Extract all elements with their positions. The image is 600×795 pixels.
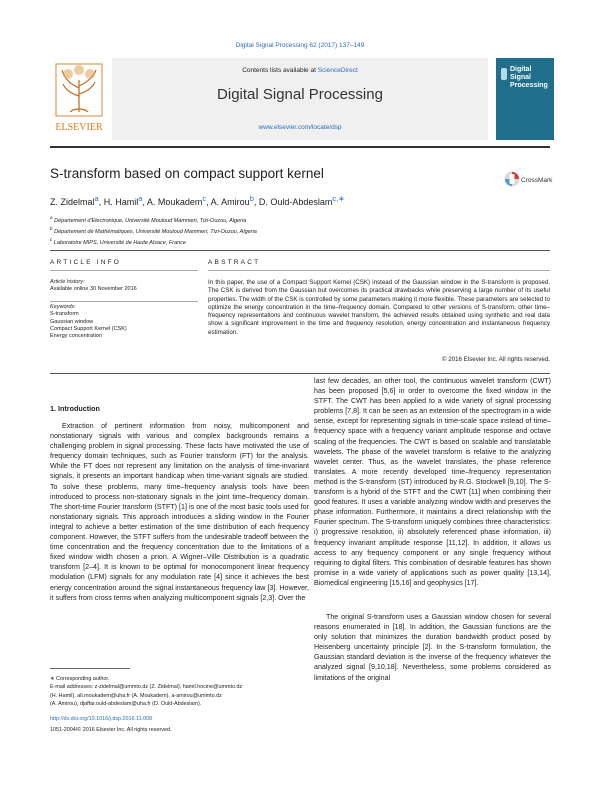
author[interactable]: , A. Amirou$^b$ bbox=[206, 194, 254, 207]
footnote-divider bbox=[50, 668, 130, 669]
history-label: Article history: bbox=[50, 279, 85, 285]
section-heading-introduction: 1. Introduction bbox=[50, 404, 100, 413]
affiliation: $^b$ Département de Mathématiques, Université Mouloud Mammeri, Tizi-Ouzou, Algeria bbox=[50, 225, 257, 235]
cover-mark-icon bbox=[501, 68, 507, 80]
abstract-rule bbox=[208, 270, 550, 271]
doi-link[interactable]: http://dx.doi.org/10.1016/j.dsp.2016.11.008 bbox=[50, 716, 153, 722]
body-paragraph: The original S-transform uses a Gaussian window chosen for several reasons enumerated in [18]. In addition, the Gaussian functions are the only solution that minimizes the duration bandwidth product posed by Heisenberg uncertainty principle [2]. In the S-transform formulation, the Gaussian standard deviation is the inverse of the frequency whatever the analyzed signal [9,10,18]. Nevertheless, some problems considered as limitations of the original bbox=[314, 613, 551, 682]
article-history bbox=[50, 279, 137, 294]
history-value: Available online 30 November 2016 bbox=[50, 286, 137, 293]
keywords-block bbox=[50, 304, 127, 340]
svg-text:ELSEVIER: ELSEVIER bbox=[55, 122, 103, 133]
title-divider bbox=[50, 250, 550, 251]
sciencedirect-link[interactable]: ScienceDirect bbox=[317, 67, 358, 74]
keyword: Compact Support Kernel (CSK) bbox=[50, 325, 127, 332]
footnotes bbox=[50, 675, 242, 709]
keywords-label: Keywords: bbox=[50, 304, 76, 310]
header-divider bbox=[50, 146, 550, 148]
crossmark-label: CrossMark bbox=[521, 177, 553, 184]
abstract-heading: ABSTRACT bbox=[208, 259, 261, 266]
keyword: Gaussian window bbox=[50, 318, 94, 325]
issn-line: 1051-2004/© 2016 Elsevier Inc. All rights reserved. bbox=[50, 727, 172, 733]
affiliation: $^c$ Laboratoire MIPS, Université de Haute Alsace, France bbox=[50, 236, 186, 246]
body-paragraph: Extraction of pertinent information from noisy, multicomponent and nonstationary signals with various and complex backgrounds remains a challenging problem in signal processing. These facts have motivated the use of frequency domain techniques, such as Fourier transform (FT) for the analysis. While the FT does not represent any limitation on the analysis of time-invariant signals, it presents an important handicap when time-variant signals are studied. To solve these problems, many time–frequency analysis tools have been introduced to process non-stationary signals in the joint time–frequency domain. The short-time Fourier transform (STFT) [1] is one of the most basic tools used for nonstationary signals. This approach introduces a sliding window in the Fourier integral to achieve a better estimation of the time distribution of each frequency component. However, the STFT suffers from the undesirable tradeoff between the time concentration and the frequency concentration due to the limitations of a fixed window width chosen a priori. A Wigner–Ville Distribution is a quadratic transform [2–4]. It is known to be optimal for monocomponent linear frequency modulation (LFM) signals for any modulation rate [4] since it achieves the best energy concentration around the signal instantaneous frequency law [3]. However, it suffers from cross terms when analyzing multicomponent signals [2,3]. Over the bbox=[50, 422, 309, 602]
email-line[interactable]: E-mail addresses: z-zidelmal@ummto.dz (Z. Zidelmal), hamil.hocine@ummto.dz bbox=[50, 684, 243, 691]
author[interactable]: , A. Moukadem$^c$ bbox=[142, 194, 207, 207]
keyword: Energy concentration bbox=[50, 333, 102, 340]
affiliation: $^a$ Département d'Electronique, Université Mouloud Mammeri, Tizi-Ouzou, Algeria bbox=[50, 215, 247, 224]
journal-cover-thumbnail bbox=[496, 58, 554, 140]
cover-title: Digital Signal Processing bbox=[510, 66, 548, 89]
article-info-rule bbox=[50, 301, 198, 302]
journal-title: Digital Signal Processing bbox=[217, 86, 383, 103]
author[interactable]: , H. Hamil$^a$ bbox=[98, 194, 143, 207]
keyword: S-transform bbox=[50, 311, 79, 318]
article-info-heading: ARTICLE INFO bbox=[50, 259, 122, 266]
abstract-text: In this paper, the use of a Compact Support Kernel (CSK) instead of the Gaussian window in the S-transform is proposed. The CSK is derived from the Gaussian but overcomes its practical drawbacks while preserving a large number of its useful properties. The width of the CSK is controlled by some parameters making it more flexible. These parameters are selected to optimize the energy concentration in the time–frequency domain. Compared to other versions of S-transform, other time–frequency representations and continuous wavelet transform, the achieved results obtained using synthetic and real data show a significant improvement in the time and frequency resolution, energy concentration and instantaneous frequency estimation. bbox=[208, 279, 550, 336]
contents-prefix: Contents lists available at bbox=[242, 67, 318, 74]
body-paragraph: last few decades, an other tool, the continuous wavelet transform (CWT) has been proposed [5,6] in order to overcome the fixed window in the STFT. The CWT has been applied to a wide variety of signal processing problems [7,8]. It can be seen as an extension of the spectrogram in a wide sense, except for representing signals in time-scale space instead of time–frequency space with a frequency variant amplitude response and octave scaling of the frequencies. The CWT is based on scalable and translatable wavelets. The phase of the wavelet transform is relative to the analyzing wavelet center. Thus, as the wavelet translates, the phase reference translates. A more recently developed time–frequency representation method is the S-transform (ST) introduced by R.G. Stockwell [9,10]. The S-transform is a hybrid of the STFT and the CWT [11] when combining their good features. It uses a variable analyzing window width and preserves the phase information. Furthermore, it maintains a direct relationship with the Fourier spectrum. The S-transform uniquely combines three characteristics: i) progressive resolution, ii) absolutely referenced phase information, iii) frequency invariant amplitude response [11,12]. In addition, it allows us access to any frequency component or any single frequency without requiring to digital filters. This combination of desirable features has shown promise in a wide variety of applications such as power quality [13,14], Biomedical engineering [15,16] and geophysics [17]. bbox=[314, 377, 551, 587]
corresponding-author-note: ∗ Corresponding author. bbox=[50, 676, 110, 682]
article-info-rule bbox=[50, 270, 198, 271]
affiliation-list bbox=[50, 214, 257, 246]
crossmark-icon[interactable] bbox=[504, 170, 554, 188]
abstract-copyright: © 2016 Elsevier Inc. All rights reserved. bbox=[441, 356, 550, 363]
journal-reference[interactable]: Digital Signal Processing 62 (2017) 137–149 bbox=[235, 42, 365, 49]
author[interactable]: Z. Zidelmal$^a$ bbox=[50, 194, 99, 207]
author[interactable]: , D. Ould-Abdeslam$^{c,∗}$ bbox=[253, 194, 345, 207]
journal-url-link[interactable]: www.elsevier.com/locate/dsp bbox=[258, 124, 342, 131]
abstract-divider bbox=[50, 373, 550, 374]
paper-title: S-transform based on compact support kernel bbox=[50, 166, 324, 181]
email-line[interactable]: (A. Amirou), djaffar.ould-abdeslam@uha.fr (D. Ould-Abdeslam). bbox=[50, 701, 202, 708]
author-list bbox=[50, 194, 345, 207]
email-line[interactable]: (H. Hamil), ali.moukadem@uha.fr (A. Moukadem), a-amirou@ummto.dz bbox=[50, 692, 222, 699]
elsevier-logo bbox=[50, 58, 108, 140]
contents-line bbox=[112, 67, 488, 74]
